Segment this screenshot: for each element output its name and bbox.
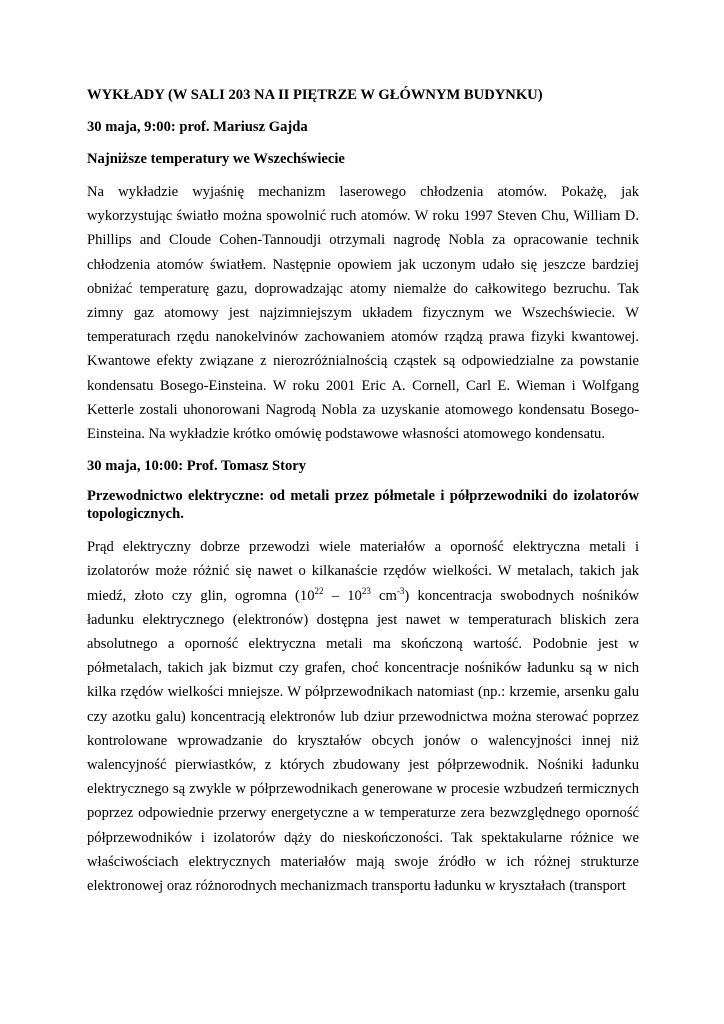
lecture2-body-part1: Prąd elektryczny dobrze przewodzi wiele materiałów a oporność elektryczna metali i izolatorów może różnić się nawet o kilkanaście rzędów wielkości. W metalach, takich jak miedź, złoto czy glin, ogromna (10 (87, 539, 639, 604)
main-heading: WYKŁADY (W SALI 203 NA II PIĘTRZE W GŁÓWNYM BUDYNKU) (87, 87, 543, 103)
lecture2-title: Przewodnictwo elektryczne: od metali przez półmetale i półprzewodniki do izolatorów topologicznych. (87, 488, 639, 523)
lecture1-date-speaker: 30 maja, 9:00: prof. Mariusz Gajda (87, 119, 308, 135)
exponent-minus3: -3 (396, 585, 405, 596)
lecture2-body-part2: – 10 (323, 587, 362, 604)
lecture2-body (87, 535, 639, 898)
lecture2-body-part3: cm (370, 587, 397, 604)
exponent-23: 23 (361, 585, 371, 596)
lecture1-title: Najniższe temperatury we Wszechświecie (87, 151, 345, 167)
document-page (87, 80, 639, 898)
lecture2-body-part4: ) koncentracja swobodnych nośników ładunku elektrycznego (elektronów) dostępna jest nawet w temperaturach bliskich zera absolutnego a oporność elektryczna metali ma skończoną wartość. Podobnie jest w półmetalach, takich jak bizmut czy grafen, choć koncentracje nośników ładunku są w nich kilka rzędów wielkości mniejsze. W półprzewodnikach natomiast (np.: krzemie, arsenku galu czy azotku galu) koncentracją elektronów lub dziur przewodnictwa można sterować poprzez kontrolowane wprowadzanie do kryształów obcych jonów o walencyjności innej niż walencyjność pierwiastków, z których zbudowany jest półprzewodnik. Nośniki ładunku elektrycznego są zwykle w półprzewodnikach generowane w procesie wzbudzeń termicznych poprzez odpowiednie przerwy energetyczne a w temperaturze zera bezwzględnego oporność półprzewodników i izolatorów dąży do nieskończoności. Tak spektakularne różnice we właściwościach elektrycznych materiałów mają swoje źródło w ich różnej strukturze elektronowej oraz różnorodnych mechanizmach transportu ładunku w kryształach (transport (87, 587, 639, 895)
lecture2-date-speaker: 30 maja, 10:00: Prof. Tomasz Story (87, 458, 307, 475)
lecture1-body: Na wykładzie wyjaśnię mechanizm laserowego chłodzenia atomów. Pokażę, jak wykorzystując światło można spowolnić ruch atomów. W roku 1997 Steven Chu, William D. Phillips and Cloude Cohen-Tannoudji otrzymali nagrodę Nobla za opracowanie technik chłodzenia atomów światłem. Następnie opowiem jak uczonym udało się jeszcze bardziej obniżać temperaturę gazu, doprowadzając atomy niemalże do całkowitego bezruchu. Tak zimny gaz atomowy jest najzimniejszym układem fizycznym we Wszechświecie. W temperaturach rzędu nanokelvinów zachowaniem atomów rządzą prawa fizyki kwantowej. Kwantowe efekty związane z nierozróżnialnością cząstek są odpowiedzialne za powstanie kondensatu Bosego-Einsteina. W roku 2001 Eric A. Cornell, Carl E. Wieman i Wolfgang Ketterle zostali uhonorowani Nagrodą Nobla za uzyskanie atomowego kondensatu Bosego-Einsteina. Na wykładzie krótko omówię podstawowe własności atomowego kondensatu. (87, 184, 639, 443)
exponent-22: 22 (314, 585, 324, 596)
